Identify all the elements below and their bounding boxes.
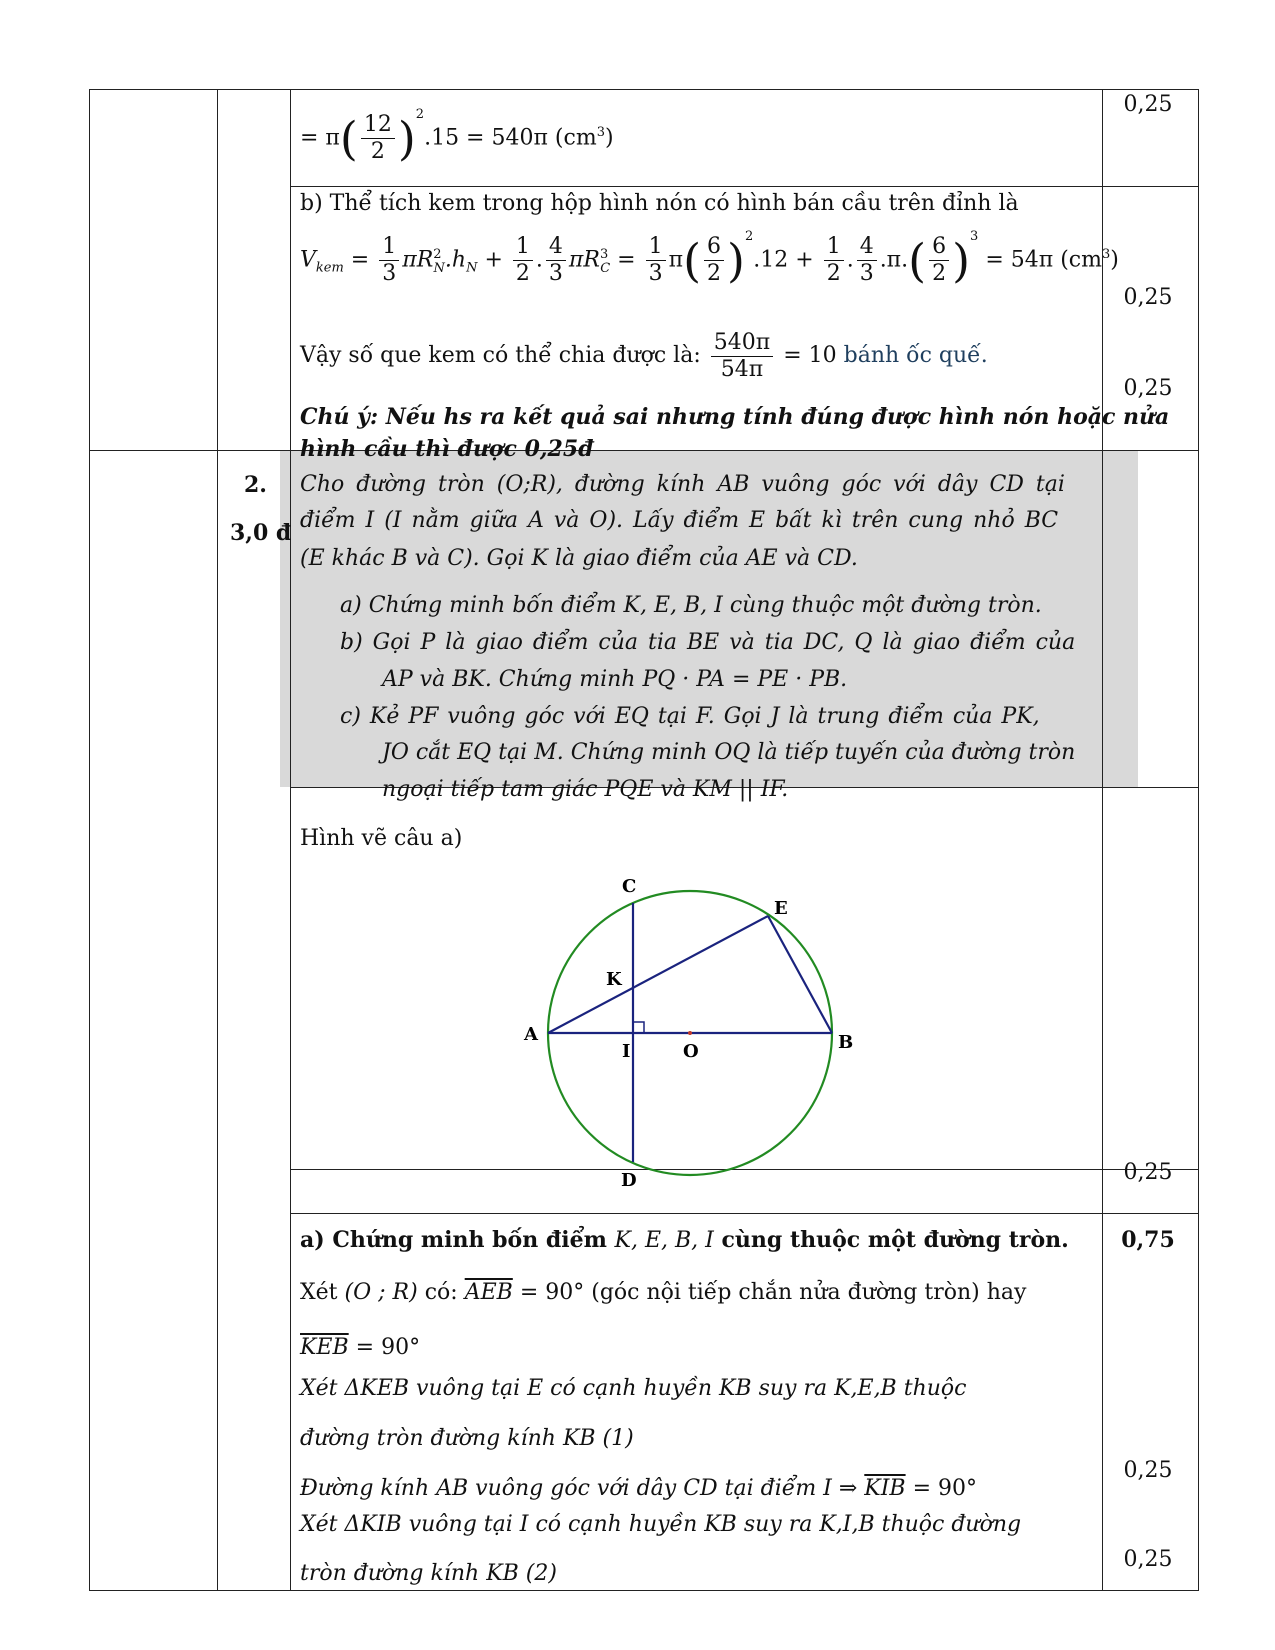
frac-num: 12 — [361, 112, 395, 139]
problem-line-3: (E khác B và C). Gọi K là giao điểm của AE và CD. — [300, 546, 858, 571]
row-divider-5 — [290, 1213, 1198, 1214]
proof-line-3: Xét ΔKEB vuông tại E có cạnh huyền KB suy ra K,E,B thuộc — [300, 1376, 967, 1401]
segment-ae — [548, 916, 768, 1033]
col-divider-1 — [217, 90, 218, 1590]
problem-part-b-1: b) Gọi P là giao điểm của tia BE và tia DC, Q là giao điểm của — [340, 630, 1076, 655]
label-b: B — [838, 1032, 854, 1053]
part-a-heading: a) Chứng minh bốn điểm K, E, B, I cùng thuộc một đường tròn. — [300, 1227, 1069, 1253]
label-a: A — [524, 1024, 538, 1045]
problem-part-b-2: AP và BK. Chứng minh PQ · PA = PE · PB. — [382, 667, 848, 692]
segment-eb — [768, 916, 832, 1033]
figure-caption: Hình vẽ câu a) — [300, 826, 463, 851]
problem-points: 3,0 đ — [230, 520, 292, 546]
proof-line-4: đường tròn đường kính KB (1) — [300, 1426, 634, 1451]
label-k: K — [606, 969, 622, 990]
col-divider-3 — [1102, 90, 1103, 1590]
score-row1: 0,25 — [1123, 92, 1173, 117]
frac-den: 2 — [370, 138, 385, 164]
volume-formula: = π( $\frac{12}{2}$ )$^2$.15 = 540π $(cm^3)$ — [300, 107, 614, 166]
cone-count-line: Vậy số que kem có thể chia được là: $\frac{540\pi}{54\pi}$ = 10 bánh ốc quế. — [300, 329, 988, 382]
problem-part-c-3: ngoại tiếp tam giác PQE và KM || IF. — [382, 777, 789, 802]
row-divider-1 — [290, 186, 1198, 187]
score-row2a: 0,25 — [1123, 285, 1173, 310]
label-o: O — [683, 1041, 699, 1062]
center-o — [688, 1031, 692, 1035]
col-divider-2 — [290, 90, 291, 1590]
proof-line-2: $\overline{KEB} = 90^\circ$ — [300, 1335, 421, 1360]
cone-volume-formula: $V_{kem}$ = $\frac{1}{3}$ $\pi R^2_N.h_N$ + $\frac{1}{2}$ . $\frac{4}{3}$ $\pi R^3_C$ = $\frac{1}{3}$ π( $\frac{6}{2}$ )$^2$.12 + $\frac{1}{2}$ . $\frac{4}{3}$ .π.( $\frac{6}{2}$ )$^3$ = 54π $(cm^3)$ — [300, 229, 1119, 288]
proof-line-1: Xét (O ; R) có: $\overline{AEB} = 90^\circ$ (góc nội tiếp chắn nửa đường tròn) hay — [300, 1280, 1027, 1305]
score-row2b: 0,25 — [1123, 376, 1173, 401]
label-i: I — [622, 1041, 631, 1062]
problem-line-2: điểm I (I nằm giữa A và O). Lấy điểm E bất kì trên cung nhỏ BC — [300, 508, 1059, 533]
label-c: C — [622, 876, 637, 897]
right-angle-mark — [633, 1022, 644, 1033]
problem-part-c-2: JO cắt EQ tại M. Chứng minh OQ là tiếp tuyến của đường tròn — [382, 740, 1076, 765]
label-e: E — [774, 898, 788, 919]
problem-part-c-1: c) Kẻ PF vuông góc với EQ tại F. Gọi J là trung điểm của PK, — [340, 704, 1040, 729]
problem-number: 2. — [244, 472, 267, 498]
answer-table — [89, 89, 1199, 1591]
grading-note-2: hình cầu thì được 0,25đ — [300, 436, 594, 462]
score-proof-a: 0,25 — [1123, 1458, 1173, 1483]
proof-line-5: Đường kính AB vuông góc với dây CD tại điểm I ⇒ $\overline{KIB} = 90^\circ$ — [300, 1476, 978, 1501]
score-proof-b: 0,25 — [1123, 1547, 1173, 1572]
problem-line-1: Cho đường tròn (O;R), đường kính AB vuông góc với dây CD tại — [300, 472, 1065, 497]
proof-line-7: tròn đường kính KB (2) — [300, 1561, 557, 1586]
grading-note-1: Chú ý: Nếu hs ra kết quả sai nhưng tính đúng được hình nón hoặc nửa — [300, 404, 1170, 430]
problem-part-a: a) Chứng minh bốn điểm K, E, B, I cùng thuộc một đường tròn. — [340, 593, 1042, 618]
label-d: D — [621, 1170, 637, 1191]
row-divider-2 — [90, 450, 1198, 451]
proof-line-6: Xét ΔKIB vuông tại I có cạnh huyền KB suy ra K,I,B thuộc đường — [300, 1512, 1022, 1537]
score-part-a: 0,75 — [1121, 1227, 1175, 1253]
geometry-figure — [520, 870, 920, 1200]
part-b-intro: b) Thể tích kem trong hộp hình nón có hình bán cầu trên đỉnh là — [300, 191, 1019, 216]
score-figure: 0,25 — [1123, 1160, 1173, 1185]
